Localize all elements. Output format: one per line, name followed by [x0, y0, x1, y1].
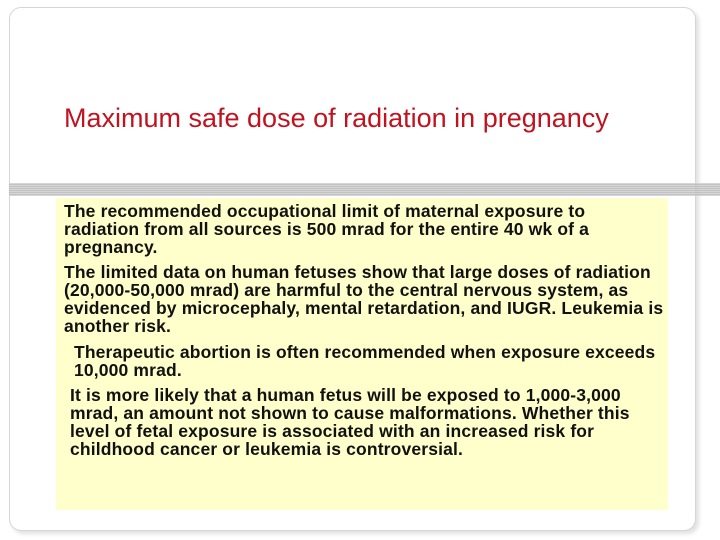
title-divider	[9, 183, 720, 196]
paragraph-therapeutic-abortion: Therapeutic abortion is often recommended when exposure exceeds 10,000 mrad.	[74, 342, 656, 380]
slide-title: Maximum safe dose of radiation in pregnancy	[64, 103, 609, 133]
paragraph-likely-exposure: It is more likely that a human fetus will be exposed to 1,000-3,000 mrad, an amount not shown to cause malformations. Whether this level of fetal exposure is associated with an increased risk for childhood cancer or leukemia is controversial.	[70, 385, 630, 459]
paragraph-occupational-limit: The recommended occupational limit of maternal exposure to radiation from all sources is 500 mrad for the entire 40 wk of a pregnancy.	[64, 201, 590, 257]
content-box	[56, 198, 668, 510]
paragraph-harmful-doses: The limited data on human fetuses show that large doses of radiation (20,000-50,000 mrad) are harmful to the central nervous system, as evidenced by microcephaly, mental retardation, and IUGR. Leukemia is another risk.	[64, 262, 664, 336]
